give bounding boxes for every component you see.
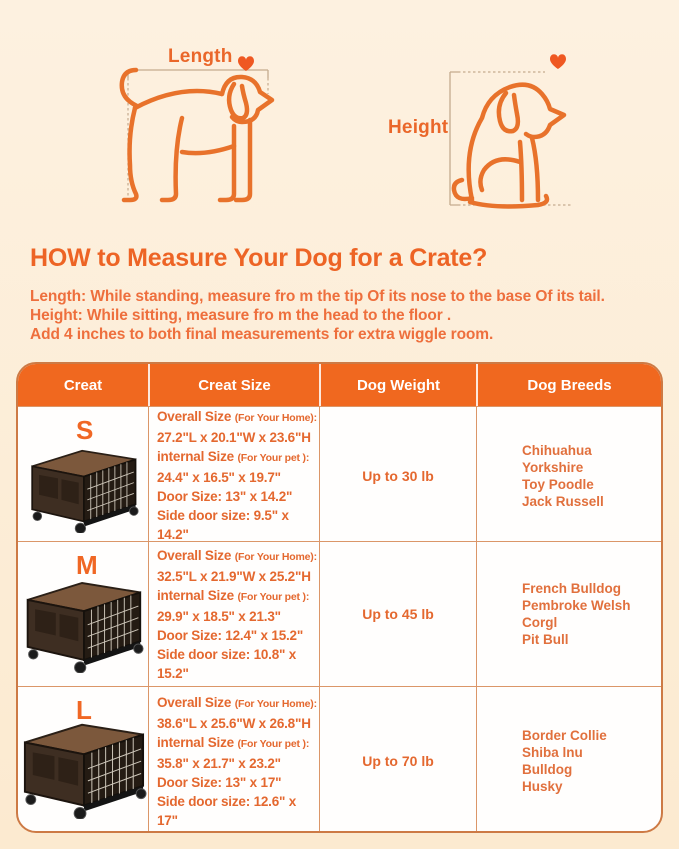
breed-item: Chihuahua (522, 442, 592, 458)
crate-image (19, 709, 147, 819)
door-size-line: Door Size: 13" x 14.2" (157, 489, 293, 504)
dog-breeds-cell (476, 542, 661, 686)
door-size-line: Door Size: 13" x 17" (157, 774, 282, 790)
breed-item: Corgl (522, 615, 558, 630)
crate-size-specs (148, 542, 319, 686)
standing-dog-outline (122, 70, 272, 200)
overall-size-value: 32.5"L x 21.9"W x 25.2"H (157, 568, 311, 584)
instruction-height: Height: While sitting, measure fro m the head to the floor . (30, 307, 452, 324)
crate-cell (18, 407, 148, 544)
overall-size-line: Overall Size (For Your Home): (157, 547, 317, 563)
door-size-line: Door Size: 12.4" x 15.2" (157, 627, 304, 643)
table-row (18, 406, 661, 541)
overall-size-line: Overall Size (For Your Home): (157, 694, 317, 710)
internal-size-line: internal Size (For Your pet ): (157, 734, 310, 750)
table-row (18, 541, 661, 686)
crate-image (27, 437, 139, 533)
overall-size-value: 27.2"L x 20.1"W x 23.6"H (157, 430, 311, 445)
table-header-row (18, 364, 661, 406)
instructions (30, 287, 605, 344)
breed-item: Bulldog (522, 762, 573, 777)
breed-item: Yorkshire (522, 459, 584, 475)
header-creat-size: Creat Size (148, 364, 319, 406)
dog-breeds-cell (476, 407, 661, 544)
height-label: Height (388, 117, 449, 138)
internal-size-value: 29.9" x 18.5" x 21.3" (157, 608, 281, 624)
heart-icon (238, 56, 254, 71)
crate-size-table (16, 362, 663, 833)
dog-breeds-cell (476, 687, 661, 833)
header-dog-breeds: Dog Breeds (476, 364, 661, 406)
breed-item: Shiba lnu (522, 745, 583, 760)
table-row (18, 686, 661, 833)
page-title: HOW to Measure Your Dog for a Crate? (30, 244, 488, 272)
instruction-wiggle: Add 4 inches to both final measurements for extra wiggle room. (30, 326, 494, 343)
breed-item: Border Collie (522, 728, 607, 743)
crate-cell (18, 687, 148, 833)
side-door-size-line: Side door size: 9.5" x 14.2" (157, 508, 289, 542)
overall-size-value: 38.6"L x 25.6"W x 26.8"H (157, 715, 311, 731)
breed-item: Toy Poodle (522, 476, 594, 492)
length-label: Length (168, 46, 233, 67)
sitting-dog-outline (454, 85, 564, 207)
internal-size-value: 24.4" x 16.5" x 19.7" (157, 470, 281, 485)
dog-weight-cell: Up to 30 lb (319, 407, 476, 544)
internal-size-line: internal Size (For Your pet ): (157, 587, 310, 603)
internal-size-value: 35.8" x 21.7" x 23.2" (157, 755, 281, 771)
header-creat: Creat (63, 376, 103, 394)
breed-item: Husky (522, 779, 563, 794)
crate-image (22, 568, 144, 673)
breed-item: Pembroke Welsh (522, 598, 631, 613)
overall-size-line: Overall Size (For Your Home): (157, 409, 317, 424)
heart-icon (550, 54, 566, 69)
side-door-size-line: Side door size: 10.8" x 15.2" (157, 646, 297, 681)
header-dog-weight: Dog Weight (319, 364, 476, 406)
breed-item: Jack Russell (522, 493, 604, 509)
breed-item: French Bulldog (522, 581, 621, 596)
dog-measure-illustration (0, 0, 679, 240)
crate-size-specs (148, 407, 319, 544)
crate-size-specs (148, 687, 319, 833)
side-door-size-line: Side door size: 12.6" x 17" (157, 793, 297, 828)
internal-size-line: internal Size (For Your pet ): (157, 449, 310, 464)
crate-cell (18, 542, 148, 686)
dog-weight-cell: Up to 45 lb (319, 542, 476, 686)
instruction-length: Length: While standing, measure fro m the tip Of its nose to the base Of its tail. (30, 288, 605, 305)
breed-item: Pit Bull (522, 632, 569, 647)
dog-weight-cell: Up to 70 lb (319, 687, 476, 833)
size-letter: M (76, 550, 98, 580)
size-letter: L (76, 695, 92, 725)
size-letter: S (76, 415, 94, 445)
